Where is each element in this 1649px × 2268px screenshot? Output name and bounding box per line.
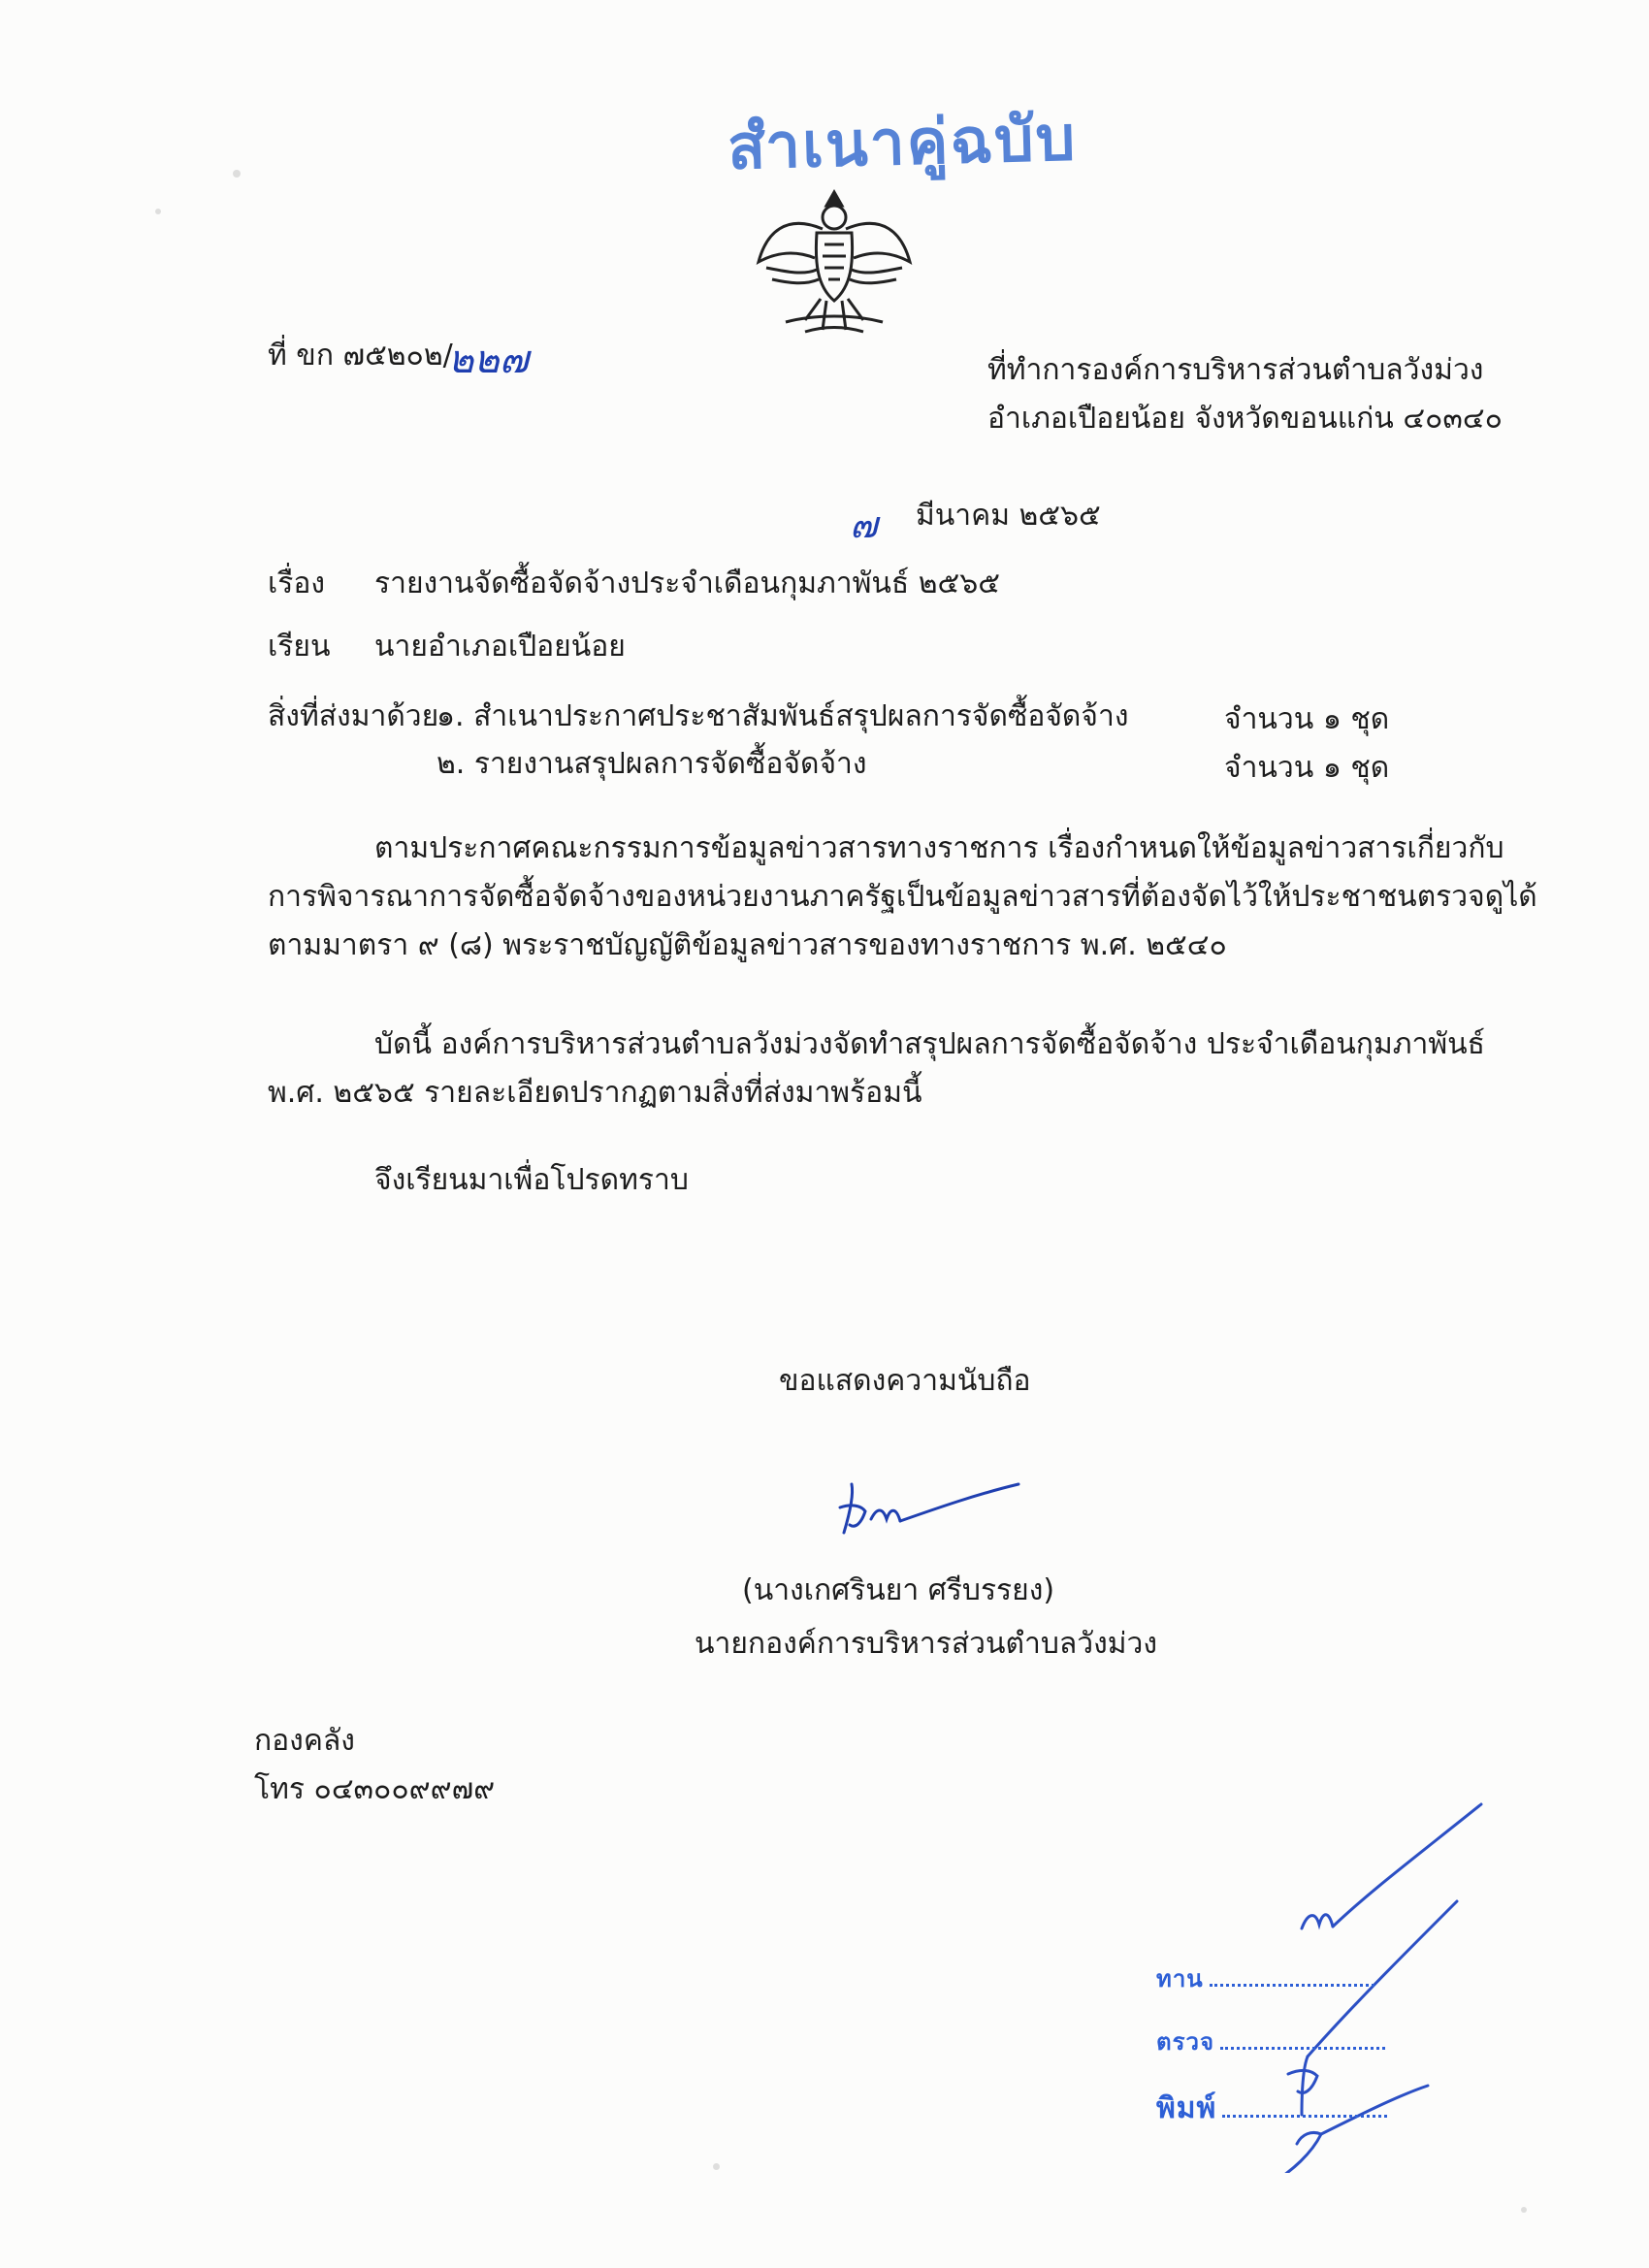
copy-stamp: สำเนาคู่ฉบับ (727, 103, 1079, 184)
subject-label: เรื่อง (268, 567, 326, 600)
enclosures-label: สิ่งที่ส่งมาด้วย (268, 699, 439, 733)
office-address-line2: อำเภอเปือยน้อย จังหวัดขอนแก่น ๔๐๓๔๐ (987, 402, 1503, 436)
department-name: กองคลัง (254, 1724, 355, 1758)
scan-speck (155, 209, 161, 214)
scan-speck (1521, 2207, 1527, 2213)
date-month-year: มีนาคม ๒๕๖๕ (916, 499, 1101, 533)
enclosure-item: ๒. รายงานสรุปผลการจัดซื้อจัดจ้าง (436, 747, 867, 781)
enclosure-quantity: จำนวน ๑ ชุด (1224, 702, 1390, 736)
body-paragraph-1: ตามประกาศคณะกรรมการข้อมูลข่าวสารทางราชการ เรื่องกำหนดให้ข้อมูลข่าวสารเกี่ยวกับการพิจารณาการจัดซื้อจัดจ้างของหน่วยงานภาครัฐเป็นข้อมูลข่าวสารที่ต้องจัดไว้ให้ประชาชนตรวจดูได้ตามมาตรา ๙ (๘) พระราชบัญญัติข้อมูลข่าวสารของทางราชการ พ.ศ. ๒๕๔๐ (268, 831, 1537, 962)
signature-icon (832, 1465, 1026, 1552)
stamp-row-line (1210, 1984, 1374, 1987)
office-address-line1: ที่ทำการองค์การบริหารส่วนตำบลวังม่วง (987, 353, 1484, 387)
signer-position: นายกองค์การบริหารส่วนตำบลวังม่วง (695, 1627, 1158, 1661)
garuda-emblem-icon (747, 175, 922, 349)
recipient-label: เรียน (268, 630, 331, 664)
body-paragraph-3: จึงเรียนมาเพื่อโปรดทราบ (374, 1163, 689, 1197)
closing-salutation: ขอแสดงความนับถือ (779, 1364, 1031, 1398)
date-day-handwritten: ๗ (850, 503, 878, 546)
enclosure-quantity: จำนวน ๑ ชุด (1224, 751, 1390, 785)
stamp-row-line (1222, 2115, 1387, 2118)
recipient-text: นายอำเภอเปือยน้อย (374, 630, 626, 664)
stamp-row-label: ตรวจ (1156, 2028, 1215, 2056)
stamp-row-label: พิมพ์ (1156, 2091, 1217, 2125)
stamp-row (1156, 2023, 1385, 2060)
phone-number: โทร ๐๔๓๐๐๙๙๗๙ (254, 1772, 496, 1806)
review-stamp (1156, 1960, 1486, 2144)
stamp-row-label: ทาน (1156, 1965, 1204, 1993)
reference-number-handwritten: ๒๒๗ (448, 338, 529, 382)
signer-name: (นางเกศรินยา ศรีบรรยง) (742, 1573, 1055, 1607)
scan-speck (233, 170, 241, 178)
subject-text: รายงานจัดซื้อจัดจ้างประจำเดือนกุมภาพันธ์ ๒๕๖๕ (374, 567, 1000, 600)
scan-speck (713, 2163, 720, 2170)
reference-number-label: ที่ ขก ๗๕๒๐๒/ (268, 339, 453, 373)
stamp-row-line (1220, 2047, 1385, 2050)
body-paragraph-2: บัดนี้ องค์การบริหารส่วนตำบลวังม่วงจัดทำสรุปผลการจัดซื้อจัดจ้าง ประจำเดือนกุมภาพันธ์ พ.ศ. ๒๕๖๕ รายละเอียดปรากฏตามสิ่งที่ส่งมาพร้อมนี้ (268, 1027, 1485, 1110)
stamp-row (1156, 1960, 1374, 1997)
stamp-row (1156, 2086, 1387, 2131)
enclosure-item: ๑. สำเนาประกาศประชาสัมพันธ์สรุปผลการจัดซื้อจัดจ้าง (436, 699, 1129, 733)
